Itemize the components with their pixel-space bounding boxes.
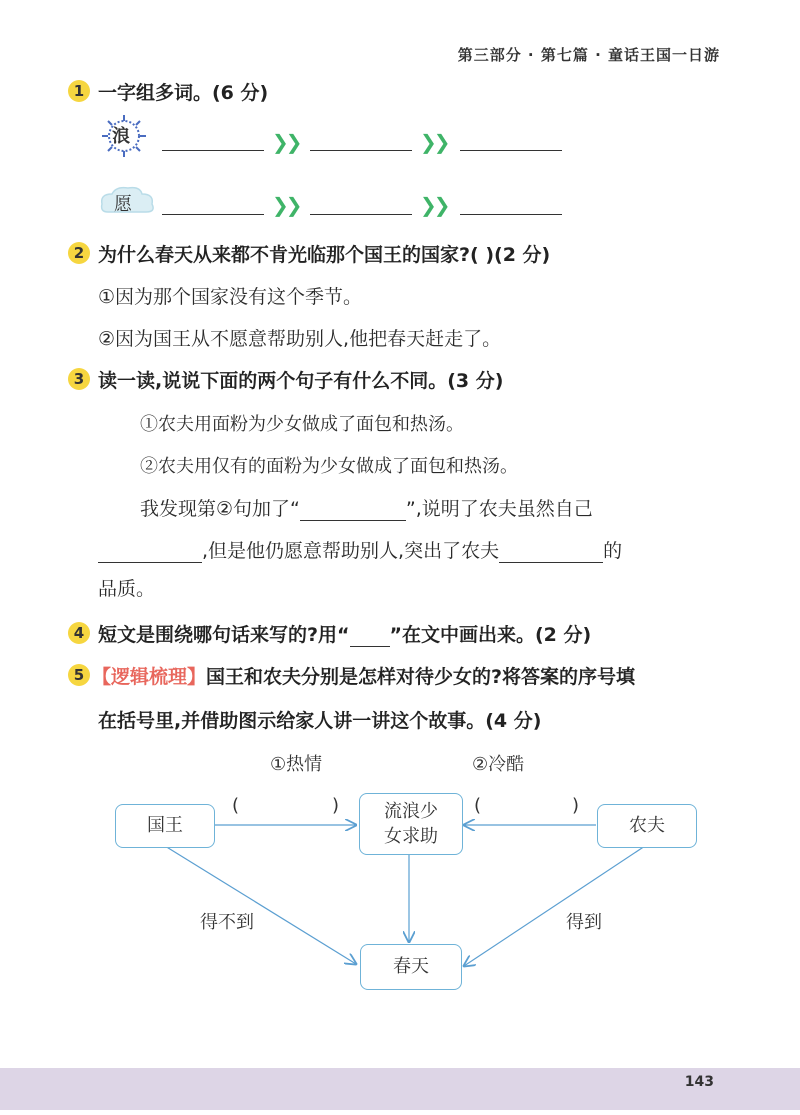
logic-tag: 【逻辑梳理】 bbox=[92, 666, 207, 688]
question-number-1: 1 bbox=[68, 80, 90, 102]
question-number-3: 3 bbox=[68, 368, 90, 390]
option-2: ②因为国王从不愿意帮助别人,他把春天赶走了。 bbox=[98, 328, 502, 350]
answer-slot-farmer[interactable] bbox=[486, 798, 570, 820]
running-header: 第三部分 · 第七篇 · 童话王国一日游 bbox=[457, 46, 720, 64]
node-girl-line1: 流浪少 bbox=[384, 800, 438, 822]
double-chevron-icon: ❯❯ bbox=[272, 193, 300, 217]
char-lang: 浪 bbox=[112, 126, 130, 147]
question-number-5: 5 bbox=[68, 664, 90, 686]
node-girl bbox=[359, 793, 463, 855]
question-number-4: 4 bbox=[68, 622, 90, 644]
question-2-text: 为什么春天从来都不肯光临那个国王的国家?( )(2 分) bbox=[98, 244, 551, 266]
question-1-text: 一字组多词。(6 分) bbox=[98, 82, 269, 104]
q5-text-a: 国王和农夫分别是怎样对待少女的?将答案的序号填 bbox=[206, 666, 636, 688]
double-chevron-icon: ❯❯ bbox=[420, 130, 448, 154]
paren-open-right: ( bbox=[474, 795, 482, 816]
arrow-king-to-spring bbox=[165, 846, 356, 964]
node-king: 国王 bbox=[115, 804, 215, 848]
choice-1: ①热情 bbox=[270, 754, 323, 775]
paren-open-left: ( bbox=[232, 795, 240, 816]
q4-text-b: ”在文中画出来。(2 分) bbox=[389, 624, 592, 646]
sentence-2: ②农夫用仅有的面粉为少女做成了面包和热汤。 bbox=[140, 456, 518, 477]
q3-line-1a: 我发现第②句加了“ bbox=[140, 498, 300, 520]
node-farmer: 农夫 bbox=[597, 804, 697, 848]
answer-slot-king[interactable] bbox=[244, 798, 330, 820]
question-3-text: 读一读,说说下面的两个句子有什么不同。(3 分) bbox=[98, 370, 504, 392]
q3-line-3: 品质。 bbox=[98, 578, 156, 600]
label-get: 得到 bbox=[566, 912, 602, 933]
question-5-text-line2: 在括号里,并借助图示给家人讲一讲这个故事。(4 分) bbox=[98, 710, 542, 732]
sentence-1: ①农夫用面粉为少女做成了面包和热汤。 bbox=[140, 414, 464, 435]
paren-close-left: ) bbox=[332, 795, 340, 816]
double-chevron-icon: ❯❯ bbox=[272, 130, 300, 154]
arrow-farmer-to-spring bbox=[464, 846, 645, 966]
q3-line-2a: ,但是他仍愿意帮助别人,突出了农夫 bbox=[202, 540, 500, 562]
char-yuan: 愿 bbox=[114, 194, 132, 215]
question-number-2: 2 bbox=[68, 242, 90, 264]
double-chevron-icon: ❯❯ bbox=[420, 193, 448, 217]
node-girl-line2: 女求助 bbox=[384, 826, 438, 847]
label-not-get: 得不到 bbox=[200, 912, 254, 933]
q3-line-1b: ”,说明了农夫虽然自己 bbox=[405, 498, 593, 520]
paren-close-right: ) bbox=[572, 795, 580, 816]
page-number: 143 bbox=[684, 1074, 714, 1090]
choice-2: ②冷酷 bbox=[472, 754, 525, 775]
q3-line-2b: 的 bbox=[603, 540, 623, 562]
option-1: ①因为那个国家没有这个季节。 bbox=[98, 286, 363, 308]
node-spring: 春天 bbox=[360, 944, 462, 990]
footer-band bbox=[0, 1068, 800, 1110]
q4-text-a: 短文是围绕哪句话来写的?用“ bbox=[98, 624, 350, 646]
